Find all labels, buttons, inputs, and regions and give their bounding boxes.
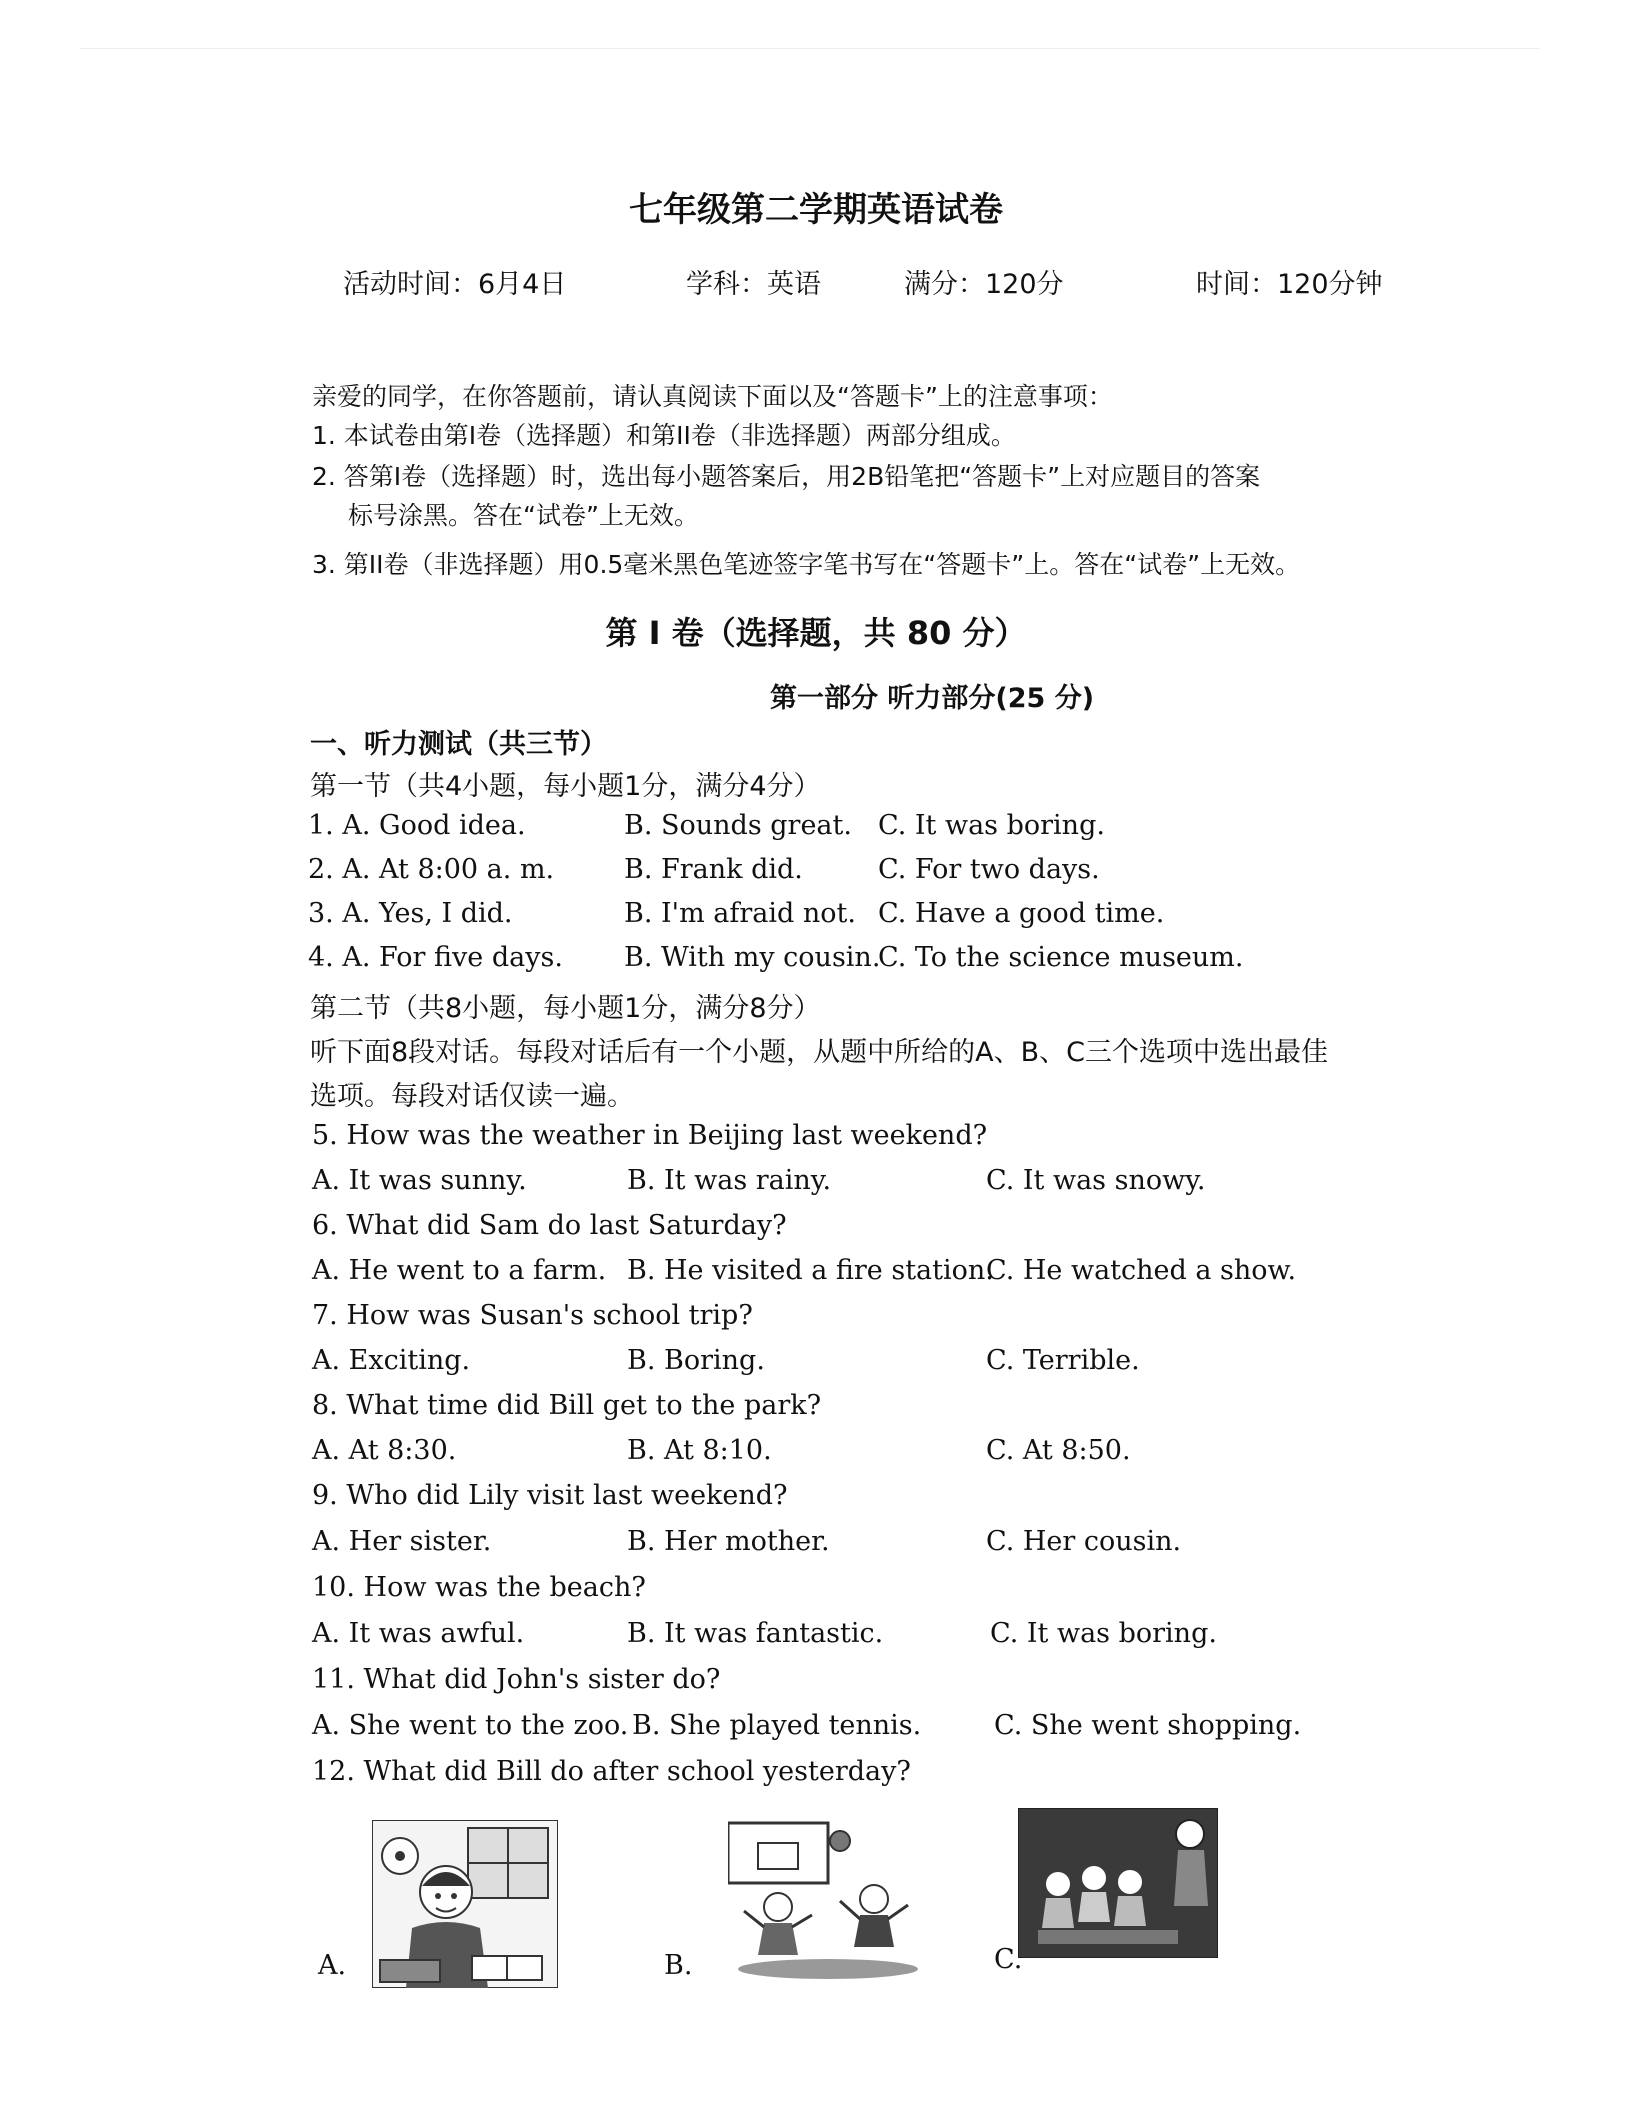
q8-c: C. At 8:50. [986,1435,1131,1466]
s1-q1-c: C. It was boring. [878,810,1105,841]
q11-c: C. She went shopping. [994,1710,1302,1741]
s1-q4-c: C. To the science museum. [878,942,1244,973]
q9-text: 9. Who did Lily visit last weekend? [312,1480,788,1511]
s1-q1-a: 1. A. Good idea. [308,810,526,841]
q9-a: A. Her sister. [312,1526,492,1557]
q6-c: C. He watched a show. [986,1255,1297,1286]
s1-q4-a: 4. A. For five days. [308,942,563,973]
exam-title: 七年级第二学期英语试卷 [629,190,1003,230]
volume-title: 第 I 卷（选择题，共 80 分） [605,614,1027,652]
notice-item-1: 1. 本试卷由第I卷（选择题）和第II卷（非选择题）两部分组成。 [312,421,1016,450]
notice-item-2-cont: 标号涂黑。答在“试卷”上无效。 [348,501,699,530]
s1-q2-a: 2. A. At 8:00 a. m. [308,854,555,885]
q8-b: B. At 8:10. [627,1435,772,1466]
meta-subject: 学科：英语 [686,269,821,300]
q7-c: C. Terrible. [986,1345,1140,1376]
part-title: 第一部分 听力部分(25 分) [770,683,1095,714]
meta-score: 满分：120分 [904,269,1064,300]
listening-title: 一、听力测试（共三节） [310,729,607,760]
q5-text: 5. How was the weather in Beijing last weekend? [312,1120,988,1151]
meta-time: 活动时间：6月4日 [343,269,567,300]
q12-picture-b-children-basketball [728,1815,938,1983]
q10-a: A. It was awful. [312,1618,525,1649]
section1-head: 第一节（共4小题，每小题1分，满分4分） [310,771,821,802]
notice-intro: 亲爱的同学，在你答题前，请认真阅读下面以及“答题卡”上的注意事项： [312,382,1113,411]
notice-item-3: 3. 第II卷（非选择题）用0.5毫米黑色笔迹签字笔书写在“答题卡”上。答在“试卷”上无效。 [312,550,1301,579]
q11-a: A. She went to the zoo. [312,1710,629,1741]
s1-q3-b: B. I'm afraid not. [624,898,856,929]
q12-picture-a-student-studying [372,1820,558,1988]
q12-label-a: A. [318,1950,347,1981]
q12-label-c: C. [994,1944,1023,1975]
q7-b: B. Boring. [627,1345,765,1376]
q7-a: A. Exciting. [312,1345,471,1376]
q5-a: A. It was sunny. [312,1165,527,1196]
s1-q2-c: C. For two days. [878,854,1100,885]
q9-c: C. Her cousin. [986,1526,1182,1557]
section2-instruction-1: 听下面8段对话。每段对话后有一个小题，从题中所给的A、B、C三个选项中选出最佳 [310,1037,1329,1068]
q11-text: 11. What did John's sister do? [312,1664,721,1695]
q6-b: B. He visited a fire station. [627,1255,994,1286]
q6-a: A. He went to a farm. [312,1255,607,1286]
q6-text: 6. What did Sam do last Saturday? [312,1210,787,1241]
scan-artifact [80,48,1540,49]
q9-b: B. Her mother. [627,1526,830,1557]
q12-picture-c-class-meeting [1018,1808,1218,1958]
section2-instruction-2: 选项。每段对话仅读一遍。 [310,1081,634,1112]
s1-q4-b: B. With my cousin. [624,942,881,973]
q8-a: A. At 8:30. [312,1435,457,1466]
q12-label-b: B. [664,1950,693,1981]
s1-q3-c: C. Have a good time. [878,898,1165,929]
s1-q2-b: B. Frank did. [624,854,803,885]
q10-text: 10. How was the beach? [312,1572,646,1603]
s1-q3-a: 3. A. Yes, I did. [308,898,513,929]
q10-c: C. It was boring. [990,1618,1217,1649]
q7-text: 7. How was Susan's school trip? [312,1300,753,1331]
section2-head: 第二节（共8小题，每小题1分，满分8分） [310,993,821,1024]
q10-b: B. It was fantastic. [627,1618,884,1649]
q5-b: B. It was rainy. [627,1165,832,1196]
meta-duration: 时间：120分钟 [1196,269,1383,300]
s1-q1-b: B. Sounds great. [624,810,852,841]
notice-item-2: 2. 答第I卷（选择题）时，选出每小题答案后，用2B铅笔把“答题卡”上对应题目的答案 [312,462,1261,491]
q5-c: C. It was snowy. [986,1165,1206,1196]
q8-text: 8. What time did Bill get to the park? [312,1390,822,1421]
q12-text: 12. What did Bill do after school yesterday? [312,1756,911,1787]
q11-b: B. She played tennis. [632,1710,922,1741]
